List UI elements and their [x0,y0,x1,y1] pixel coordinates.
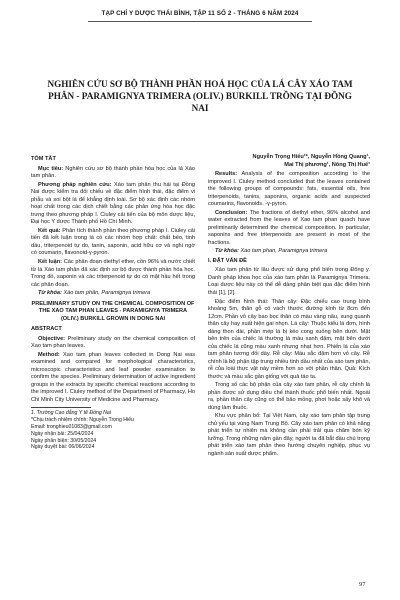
author-list [208,154,370,169]
method-paragraph [31,352,195,405]
tu-khoa-text: Xáo tam phân, Paramignya trimera [61,290,151,297]
keywords-text: Xao tam phan, Paramignya trimera [238,248,328,255]
journal-header: TẠP CHÍ Y DƯỢC THÁI BÌNH, TẬP 11 SỐ 2 - THÁNG 6 NĂM 2024 [101,10,299,17]
page-number: 97 [359,581,366,588]
header-rule [88,21,312,22]
right-column [208,154,370,460]
phuong-phap-label: Phương pháp nghiên cứu: [38,181,112,188]
body-paragraph: Khu vực phân bố: Tại Việt Nam, cây xáo tam phân tập trung chủ yếu tại vùng Nam Trung Bộ. Cây xáo tam phân có khả năng phát triển tự nhiên mà không cần phải trải qua chăm bón kỹ lưỡng. Trong những năm gần đây, người ta đã bắt đầu chú trọng phát triển xáo tam phân theo hướng chuyên nghiệp, phục vụ ngành sản xuất dược phẩm. [208,413,370,457]
phuong-phap-text: Xáo tam phân thu hái tại Đồng Nai được kiểm tra đối chiếu về đặc điểm hình thái, đặc điểm vi phẫu và soi bột lá để khẳng định loài. Sơ bộ xác định các nhóm hoạt chất trong các dịch chiết bằng các phản ứng hóa học đặc trưng theo phương pháp I. Ciuley cải tiến của bộ môn dược liệu, Đại học Y dược Thành phố Hồ Chí Minh. [31,181,195,226]
method-label: Method: [38,351,60,358]
body-paragraph: Trong số các bộ phận của cây xáo tam phân, rễ cây chính là phần được sử dụng điều chế thành thuốc phổ biến nhất. Ngoài ra, phần thân cây cũng có thể bảo mỏng, phơi hoặc sấy khô và dùng làm thuốc. [208,382,370,411]
conclusion-text: The fractions of diethyl ether, 96% alcohol and water extracted from the leaves of Xao tam phan quach have preliminarily determined the chemical composition. In particular, saponins and free triterpenoids are present in most of the fractions. [208,209,370,246]
footnote-affiliation: 1. Trường Cao đẳng Y tế Đồng Nai [31,410,111,417]
muc-tieu-label: Mục tiêu: [38,165,64,172]
body-paragraph: Đặc điểm hình thái: Thân cây: Đặc chiếu cao trung bình khoảng 5m, thân gỗ có vách thước đường kính từ 8cm đến 12cm. Phần vỏ cây bao bọc thân có màu vàng nâu, xung quanh thân cây hay xuất hiện gai nhọn. Lá cây: Thuộc kiểu lá đơn, hình dáng thon dài, phần mép lá bị kéo cong xuống bên dưới. Mặt bên trên của chiếc lá thường là màu xanh đậm, mặt bên dưới của chiếc lá cũng màu xanh nhưng nhạt hơn. Phiến lá của xáo tam phân tương đối dày. Rễ cây: Màu sắc đậm hơn vỏ cây. Rễ chính là bộ phận tập trung nhiều tinh dầu nhất của xáo tam phân, rễ của loài thực vật này mềm hơn so với phần thân. Quả: Kích thước và màu sắc gần giống với quả táo ta. [208,298,370,380]
results-label: Results: [215,171,238,177]
article-title: NGHIÊN CỨU SƠ BỘ THÀNH PHẦN HOÁ HỌC CỦA LÁ CÂY XÁO TAM PHÂN - PARAMIGNYA TRIMERA (OLIV.) BURKILL TRỒNG TẠI ĐỒNG NAI [47,79,353,113]
english-title: PRELIMINARY STUDY ON THE CHEMICAL COMPOSITION OF THE XAO TAM PHAN LEAVES - PARAMIGNYA TRIMERA (OLIV.) BURKILL GROWN IN DONG NAI [31,300,195,322]
muc-tieu-paragraph [31,166,195,181]
objective-label: Objective: [38,335,66,342]
footnote-separator [31,407,91,408]
ket-luan-label: Kết luận: [38,259,63,266]
ket-qua-paragraph [31,228,195,258]
phuong-phap-paragraph [31,182,195,227]
method-text: Xao tam phan leaves collected in Dong Nai was examined and compared for morphological characteristics, microscopic characteristics and leaf powder examination to confirm the species. Preliminary determination of active ingredient groups in the extracts by specific chemical reactions according to the improved I. Ciuley method of the Department of Pharmacy, Ho Chi Minh City University of Medicine and Pharmacy. [31,351,195,403]
ket-luan-text: Các phân đoạn diethyl ether, cồn 96% và nước chiết từ lá Xáo tam phân đã xác định sơ bộ được thành phần hóa học. Trong đó, saponin và các triterpenoid tự do có mặt hầu hết trong các phân đoạn. [31,259,195,288]
authors-line-2: Mai Thị phương¹, Nông Thị Huế¹ [284,161,370,168]
conclusion-paragraph [208,210,370,248]
abstract-heading: ABSTRACT [31,326,62,333]
left-column [31,154,195,451]
ket-qua-label: Kết quả: [38,227,61,234]
results-text: Analysis of the composition according to the improved I. Ciuley method concluded that the leaves contained the following groups of compounds: fats, essential oils, free triterpenoids, tanins, saponins, organic acids and suspected coumarins, flavonoids. -γ-pyron. [208,171,370,207]
ket-luan-paragraph [31,259,195,289]
ket-qua-text: Phân tích thành phần theo phương pháp I. Ciuley cải tiến đã kết luận trong lá có các nhóm hợp chất: chất béo, tinh dầu, triterpenoid tự do, tanin, saponin, acid hữu cơ và nghi ngờ có coumarin, flavonoid-γ-pyron. [31,227,196,257]
body-paragraph: Xáo tam phân từ lâu được sử dụng phổ biến trong Đông y. Danh pháp khoa học của xáo tam phân là Paramignya Trimera. Loại dược liệu này có thể dễ dàng phân biệt qua đặc điểm hình thái [1], [2]. [208,267,370,296]
footnote-received: Ngày nhận bài: 25/04/2024 [31,430,94,437]
results-paragraph [208,171,370,209]
footnote-email: Email: tronghieu01083@gmail.com [31,424,112,431]
section-heading: I. ĐẶT VẤN ĐỀ [208,257,247,264]
objective-paragraph [31,336,195,351]
footnote-reviewed: Ngày phản biện: 30/05/2024 [31,437,97,444]
tu-khoa-label: Từ khóa: [38,290,62,297]
footnote-accepted: Ngày duyệt bài: 06/06/2024 [31,444,95,451]
keywords-paragraph [208,248,370,256]
objective-text: Preliminary study on the chemical composition of Xao tam phan leaves. [31,335,195,350]
authors-line-1: Nguyễn Trọng Hiếu¹*, Nguyễn Hồng Quang¹, [252,154,370,160]
footnote-corresponding: *Chịu trách nhiệm chính: Nguyễn Trọng Hiếu [31,417,134,424]
keywords-label: Từ khóa: [215,248,239,255]
tu-khoa-paragraph [31,290,195,298]
muc-tieu-text: Nghiên cứu sơ bộ thành phần hóa học của lá Xáo tam phân. [31,165,195,179]
conclusion-label: Conclusion: [215,209,248,216]
tom-tat-heading: TÓM TẮT [31,156,56,162]
